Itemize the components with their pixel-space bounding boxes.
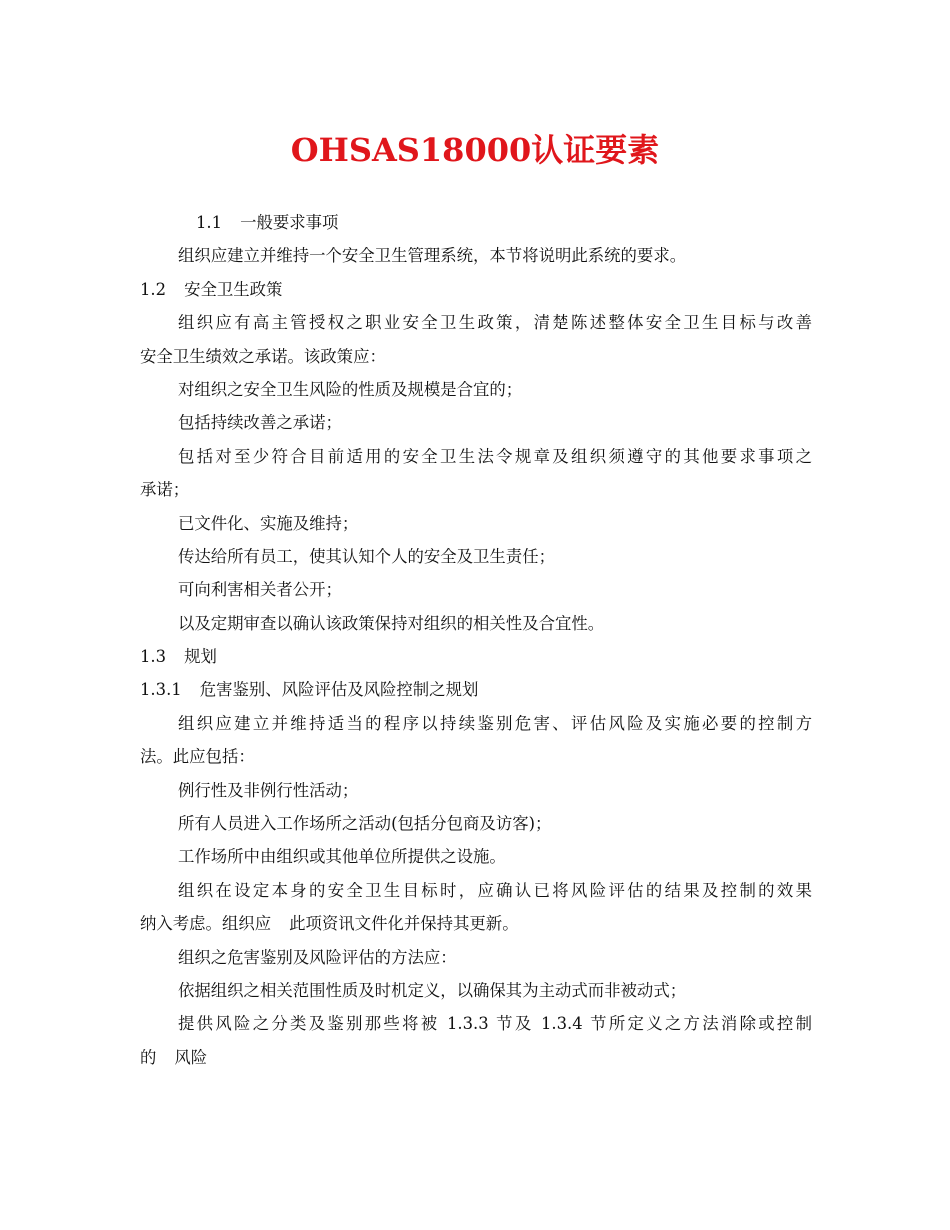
section-heading-1-1 [140, 206, 812, 239]
list-item: 传达给所有员工，使其认知个人的安全及卫生责任； [178, 546, 555, 566]
paragraph-continuation [140, 1041, 812, 1074]
section-heading-1-3-1 [140, 673, 812, 706]
list-item: 包括对至少符合目前适用的安全卫生法令规章及组织须遵守的其他要求事项之 [178, 446, 812, 466]
section-title: 危害鉴别、风险评估及风险控制之规划 [199, 680, 479, 700]
paragraph-continuation: 安全卫生绩效之承诺。该政策应： [140, 346, 386, 366]
section-number: 1.3 [140, 647, 167, 667]
section-title: 一般要求事项 [240, 213, 339, 232]
document-title: OHSAS18000认证要素 [290, 131, 660, 169]
text-segment: 纳入考虑。组织应 [140, 914, 272, 934]
list-item: 提供风险之分类及鉴别那些将被 1.3.3 节及 1.3.4 节所定义之方法消除或控制 [178, 1014, 812, 1034]
list-item: 包括持续改善之承诺； [178, 413, 342, 433]
list-item: 已文件化、实施及维持； [178, 513, 359, 533]
section-title: 规划 [184, 647, 217, 667]
section-number: 1.2 [140, 279, 167, 299]
document-body [140, 206, 812, 1074]
section-title: 安全卫生政策 [184, 279, 283, 299]
list-item: 所有人员进入工作场所之活动(包括分包商及访客)； [178, 814, 552, 834]
list-item: 工作场所中由组织或其他单位所提供之设施。 [178, 847, 506, 867]
paragraph: 组织应建立并维持一个安全卫生管理系统，本节将说明此系统的要求。 [178, 246, 687, 266]
paragraph-continuation: 承诺； [140, 480, 190, 500]
text-segment: 此项资讯文件化并保持其更新。 [289, 914, 519, 934]
text-segment: 风险 [174, 1047, 208, 1067]
paragraph: 组织在设定本身的安全卫生目标时，应确认已将风险评估的结果及控制的效果 [178, 880, 812, 900]
paragraph: 组织之危害鉴别及风险评估的方法应： [178, 947, 457, 967]
list-item: 可向利害相关者公开； [178, 580, 342, 600]
list-item: 对组织之安全卫生风险的性质及规模是合宜的； [178, 379, 523, 399]
text-segment: 的 [140, 1047, 157, 1067]
section-number: 1.3.1 [140, 680, 182, 700]
paragraph-continuation [140, 907, 812, 940]
list-item: 例行性及非例行性活动； [178, 780, 359, 800]
paragraph-continuation: 法。此应包括： [140, 747, 255, 767]
list-item: 以及定期审查以确认该政策保持对组织的相关性及合宜性。 [178, 613, 605, 633]
list-item: 依据组织之相关范围性质及时机定义，以确保其为主动式而非被动式； [178, 980, 687, 1000]
section-heading-1-2 [140, 273, 812, 306]
paragraph: 组织应建立并维持适当的程序以持续鉴别危害、评估风险及实施必要的控制方 [178, 713, 812, 733]
section-number: 1.1 [196, 213, 223, 232]
section-heading-1-3 [140, 640, 812, 673]
paragraph: 组织应有高主管授权之职业安全卫生政策，清楚陈述整体安全卫生目标与改善 [178, 313, 812, 333]
